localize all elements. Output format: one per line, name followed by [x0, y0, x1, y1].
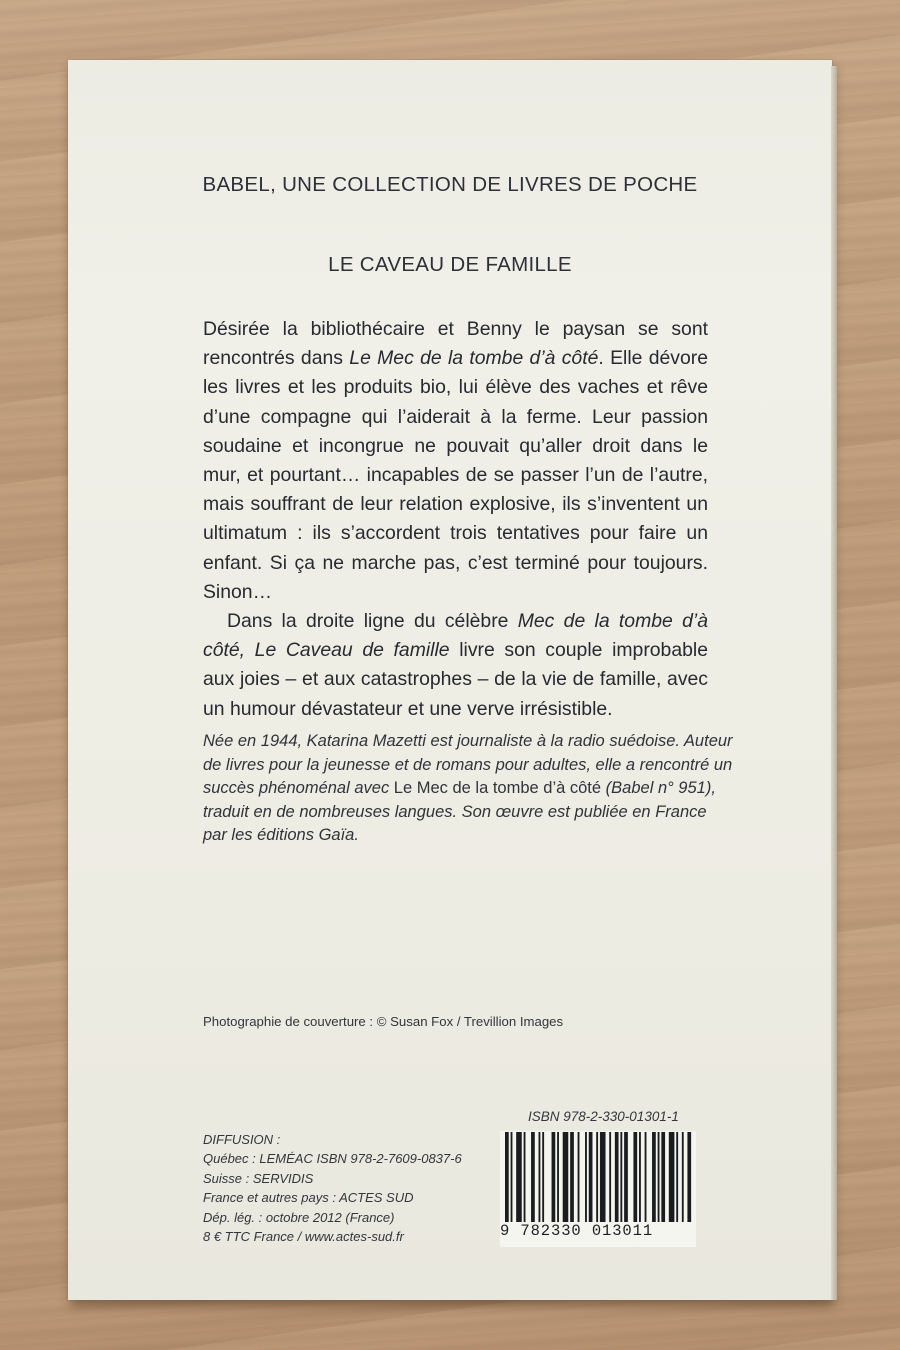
collection-name: BABEL, UNE COLLECTION DE LIVRES DE POCHE [202, 173, 698, 196]
blurb-title-reference: Le Mec de la tombe d’à côté [349, 347, 599, 370]
blurb [203, 315, 708, 724]
book-edge [831, 66, 837, 1300]
photo-credit: Photographie de couverture : © Susan Fox / Trevillion Images [203, 1014, 564, 1029]
blurb-paragraph-1 [203, 315, 708, 607]
blurb-text: Désirée la bibliothécaire et Benny le paysan se sont rencontrés dans [203, 318, 708, 370]
book-title: LE CAVEAU DE FAMILLE [328, 253, 572, 276]
diffusion-heading: DIFFUSION : [203, 1132, 281, 1147]
diffusion-block [203, 1130, 462, 1246]
blurb-text: . Elle dévore les livres et les produits bio, lui élève des vaches et rêve d’une compagne qui l’aiderait à la ferme. Leur passion soudaine et incongrue ne pouvait qu’aller droit dans le mur, et pourtant… incapables de se passer l’un de l’autre, mais souffrant de leur relation explosive, ils s’inventent un ultimatum : ils s’accordent trois tentatives pour faire un enfant. Si ça ne marche pas, c’est terminé pour toujours. Sinon… [203, 347, 709, 603]
author-bio [203, 730, 733, 848]
isbn: ISBN 978-2-330-01301-1 [528, 1109, 679, 1124]
diffusion-line: Dép. lég. : octobre 2012 (France) [203, 1209, 395, 1225]
blurb-text: livre son couple improbable aux joies – et aux catastrophes – de la vie de famille, avec un humour dévastateur et une verve irrésistible. [203, 639, 708, 720]
diffusion-line: Québec : LEMÉAC ISBN 978-2-7609-0837-6 [203, 1151, 462, 1167]
barcode-icon [505, 1132, 693, 1222]
blurb-title-reference: Mec de la tombe d’à côté, Le Caveau de famille [203, 610, 708, 662]
bio-text: (Babel n° 951), traduit en de nombreuses langues. Son œuvre est publiée en France par les éditions Gaïa. [203, 779, 716, 845]
book-back-cover [68, 60, 832, 1300]
diffusion-line: 8 € TTC France / www.actes-sud.fr [203, 1229, 404, 1245]
bio-title-reference: Le Mec de la tombe d’à côté [393, 779, 602, 798]
diffusion-line: France et autres pays : ACTES SUD [203, 1190, 414, 1206]
bio-text: Née en 1944, Katarina Mazetti est journaliste à la radio suédoise. Auteur de livres pour la jeunesse et de romans pour adultes, elle a rencontré un succès phénoménal avec [203, 732, 733, 798]
blurb-text: Dans la droite ligne du célèbre [227, 610, 518, 633]
diffusion-line: Suisse : SERVIDIS [203, 1170, 314, 1186]
barcode-digits: 9 782330 013011 [500, 1222, 654, 1240]
blurb-paragraph-2 [203, 607, 708, 724]
